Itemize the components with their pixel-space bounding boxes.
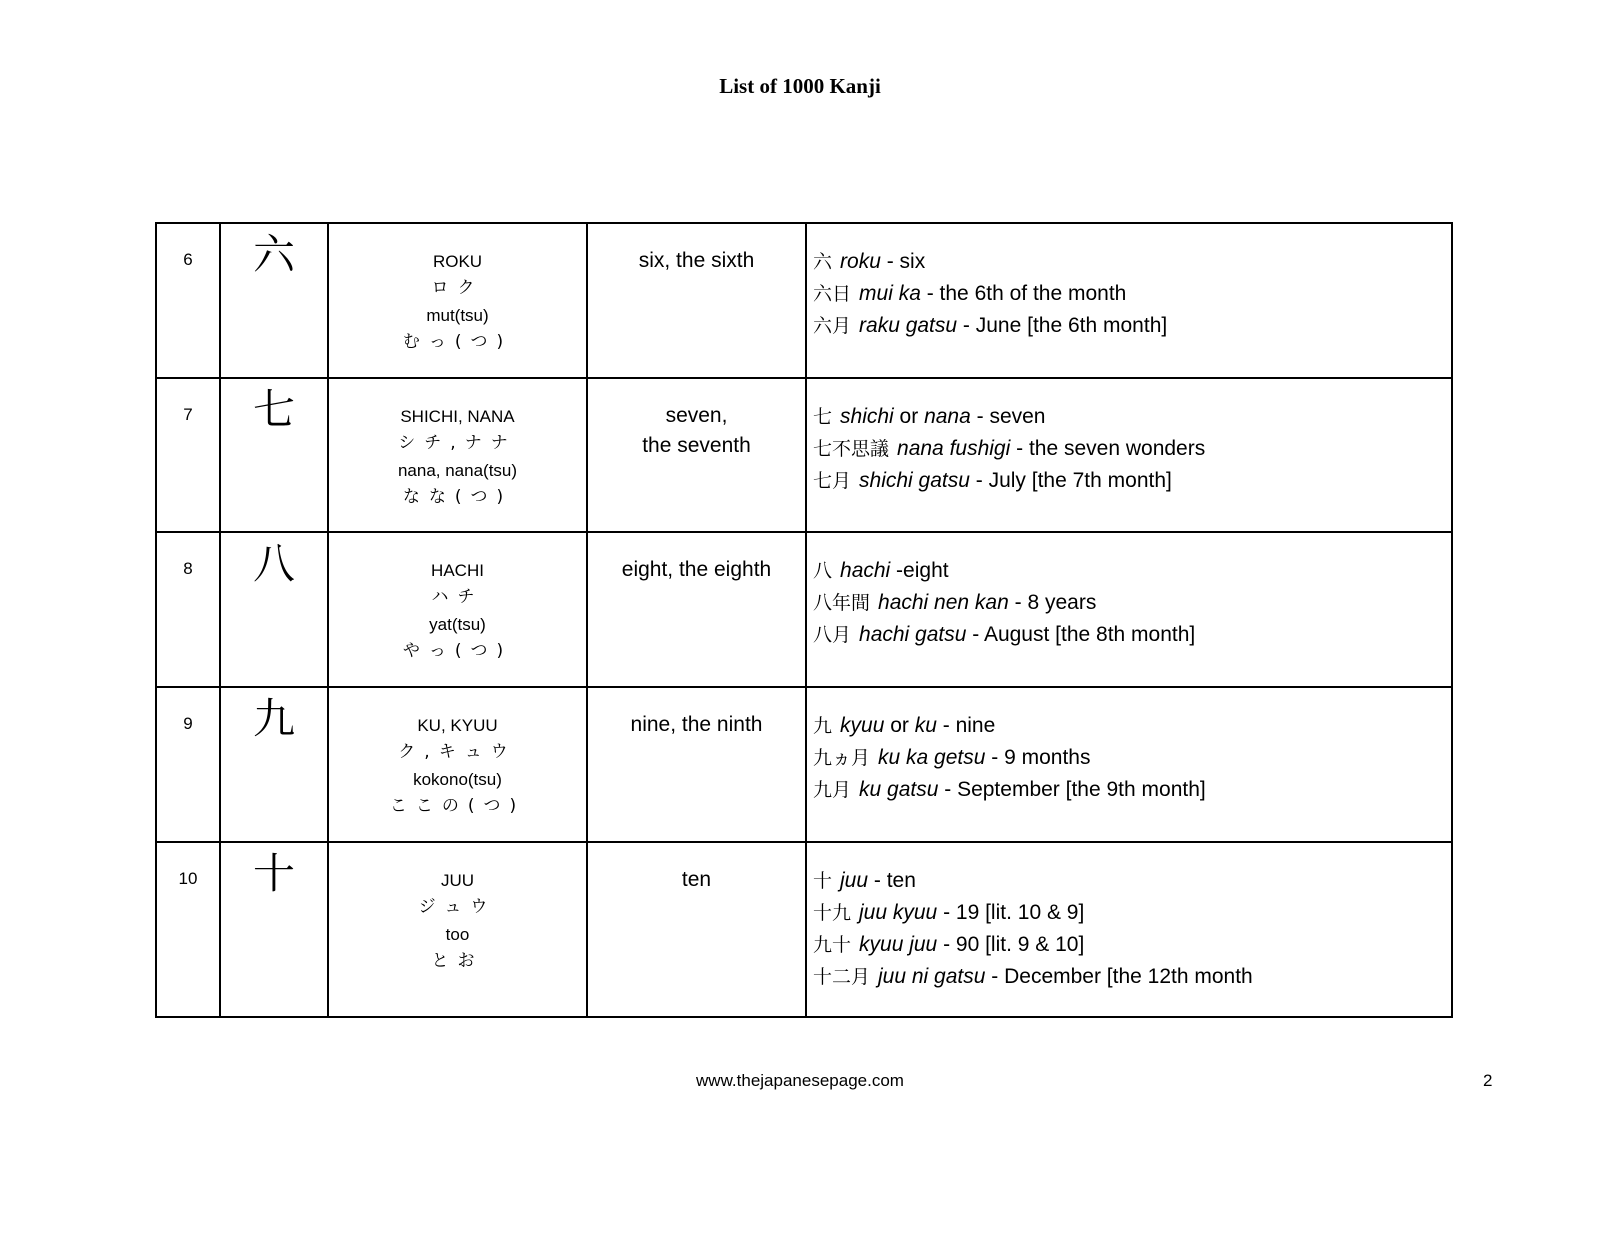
readings-cell <box>328 532 587 687</box>
example-gloss: - ten <box>868 868 916 892</box>
example-line <box>813 929 1451 961</box>
example-japanese: 九 <box>813 714 833 737</box>
example-japanese: 八月 <box>813 624 852 647</box>
example-line <box>813 961 1451 993</box>
readings-cell <box>328 378 587 533</box>
row-number-cell <box>156 842 220 1017</box>
row-number: 9 <box>183 713 193 733</box>
kanji-row <box>156 687 1452 842</box>
example-line <box>813 742 1451 774</box>
example-romaji: juu kyuu <box>859 900 938 924</box>
row-number: 10 <box>178 868 198 888</box>
example-romaji: hachi nen kan <box>878 591 1009 615</box>
footer-url: www.thejapanesepage.com <box>696 1071 904 1090</box>
meaning-cell <box>587 842 806 1017</box>
meaning-cell <box>587 687 806 842</box>
example-line <box>813 246 1451 278</box>
kanji-row <box>156 378 1452 533</box>
example-gloss: or <box>893 404 925 428</box>
meaning-cell <box>587 223 806 378</box>
example-japanese: 七 <box>813 405 833 428</box>
example-line <box>813 897 1451 929</box>
kanji-table-body <box>156 223 1452 1017</box>
kanji-cell <box>220 223 328 378</box>
example-gloss: - 8 years <box>1008 591 1097 615</box>
example-japanese: 六月 <box>813 315 852 337</box>
kanji-cell <box>220 532 328 687</box>
examples-cell <box>806 378 1452 533</box>
example-romaji: hachi <box>840 559 891 583</box>
meaning-cell <box>587 532 806 687</box>
example-japanese: 十九 <box>813 901 852 924</box>
example-romaji: nana <box>924 404 971 428</box>
kanji-character: 十 <box>252 848 295 898</box>
kun-reading-romaji: mut(tsu) <box>426 306 489 325</box>
example-gloss: - September [the 9th month] <box>938 777 1206 801</box>
example-japanese: 七不思議 <box>813 437 890 460</box>
kun-reading-kana: やっ(つ) <box>402 641 513 662</box>
example-line <box>813 401 1451 433</box>
kun-reading-romaji: nana, nana(tsu) <box>397 460 518 480</box>
example-line <box>813 555 1451 587</box>
on-reading-kana: ク,キュウ <box>398 741 517 762</box>
example-gloss: or <box>884 713 915 737</box>
example-romaji: shichi <box>840 404 894 428</box>
meaning-cell <box>587 378 806 533</box>
example-gloss: - nine <box>936 713 996 737</box>
example-romaji: roku <box>840 250 881 273</box>
example-romaji: ku ka getsu <box>878 745 986 769</box>
on-reading-romaji: HACHI <box>431 561 484 581</box>
row-number-cell <box>156 532 220 687</box>
kun-reading-kana: ここの(つ) <box>389 795 526 816</box>
on-reading-romaji: SHICHI, NANA <box>400 406 515 426</box>
kun-reading-kana: なな(つ) <box>402 486 513 507</box>
readings-cell <box>328 223 587 378</box>
example-line <box>813 433 1451 465</box>
meaning-line: seven, <box>665 403 728 427</box>
meaning-line: eight, the eighth <box>621 558 772 582</box>
on-reading-kana: ジュウ <box>418 896 497 917</box>
example-romaji: mui ka <box>859 282 921 305</box>
meaning-line: ten <box>681 867 712 891</box>
example-japanese: 九ヵ月 <box>813 746 871 769</box>
kanji-row <box>156 223 1452 378</box>
example-gloss: -eight <box>890 559 949 583</box>
row-number-cell <box>156 687 220 842</box>
examples-cell <box>806 532 1452 687</box>
page-number: 2 <box>1483 1071 1493 1090</box>
meaning-line: nine, the ninth <box>630 712 763 736</box>
example-gloss: - 9 months <box>985 745 1091 769</box>
row-number: 6 <box>183 250 193 269</box>
example-gloss: - seven <box>970 404 1046 428</box>
example-japanese: 十二月 <box>813 965 871 988</box>
kun-reading-kana: むっ(つ) <box>402 332 513 352</box>
example-japanese: 六 <box>813 251 833 273</box>
meaning-line: six, the sixth <box>638 249 755 272</box>
row-number: 7 <box>183 404 193 424</box>
example-romaji: juu ni gatsu <box>878 964 986 988</box>
kanji-character: 六 <box>252 230 295 279</box>
kun-reading-romaji: too <box>445 924 470 944</box>
example-gloss: - 90 [lit. 9 & 10] <box>937 932 1085 956</box>
kanji-row <box>156 842 1452 1017</box>
example-romaji: ku <box>914 713 937 737</box>
example-romaji: raku gatsu <box>859 314 958 337</box>
example-gloss: - July [the 7th month] <box>969 468 1172 492</box>
example-line <box>813 278 1451 310</box>
kun-reading-romaji: kokono(tsu) <box>413 769 502 789</box>
readings-cell <box>328 687 587 842</box>
page-title: List of 1000 Kanji <box>719 74 881 98</box>
example-line <box>813 865 1451 897</box>
example-gloss: - June [the 6th month] <box>957 314 1168 337</box>
example-gloss: - the seven wonders <box>1010 436 1206 460</box>
kanji-cell <box>220 378 328 533</box>
kanji-cell <box>220 687 328 842</box>
example-japanese: 八年間 <box>813 592 871 615</box>
example-gloss: - December [the 12th month <box>985 964 1253 988</box>
meaning-line: the seventh <box>642 433 751 457</box>
on-reading-romaji: KU, KYUU <box>417 715 498 735</box>
example-romaji: kyuu <box>840 713 885 737</box>
example-japanese: 六日 <box>813 283 852 305</box>
examples-cell <box>806 223 1452 378</box>
example-line <box>813 465 1451 497</box>
kanji-character: 八 <box>252 539 295 589</box>
example-romaji: nana fushigi <box>897 436 1011 460</box>
example-japanese: 十 <box>813 869 833 892</box>
kanji-row <box>156 532 1452 687</box>
examples-cell <box>806 842 1452 1017</box>
examples-cell <box>806 687 1452 842</box>
kanji-cell <box>220 842 328 1017</box>
example-line <box>813 619 1451 651</box>
on-reading-romaji: JUU <box>440 870 475 890</box>
on-reading-kana: ハチ <box>431 587 484 608</box>
example-gloss: - 19 [lit. 10 & 9] <box>937 900 1085 924</box>
example-gloss: - the 6th of the month <box>920 282 1127 305</box>
example-line <box>813 710 1451 742</box>
example-line <box>813 310 1451 342</box>
example-japanese: 九月 <box>813 778 852 801</box>
example-japanese: 七月 <box>813 469 852 492</box>
kanji-character: 九 <box>252 693 295 743</box>
on-reading-romaji: ROKU <box>432 252 483 271</box>
readings-cell <box>328 842 587 1017</box>
example-gloss: - August [the 8th month] <box>966 623 1196 647</box>
example-japanese: 九十 <box>813 933 852 956</box>
kun-reading-kana: とお <box>431 950 484 971</box>
example-romaji: juu <box>840 868 869 892</box>
kanji-table <box>155 222 1453 1018</box>
row-number-cell <box>156 378 220 533</box>
kanji-character: 七 <box>252 384 295 434</box>
example-japanese: 八 <box>813 560 833 583</box>
example-romaji: shichi gatsu <box>859 468 970 492</box>
row-number: 8 <box>183 559 193 579</box>
kun-reading-romaji: yat(tsu) <box>429 615 486 635</box>
row-number-cell <box>156 223 220 378</box>
example-line <box>813 587 1451 619</box>
example-gloss: - six <box>880 250 926 273</box>
example-line <box>813 774 1451 806</box>
on-reading-kana: シチ,ナナ <box>398 432 517 453</box>
example-romaji: hachi gatsu <box>859 623 967 647</box>
example-romaji: ku gatsu <box>859 777 939 801</box>
example-romaji: kyuu juu <box>859 932 938 956</box>
on-reading-kana: ロク <box>431 278 484 298</box>
